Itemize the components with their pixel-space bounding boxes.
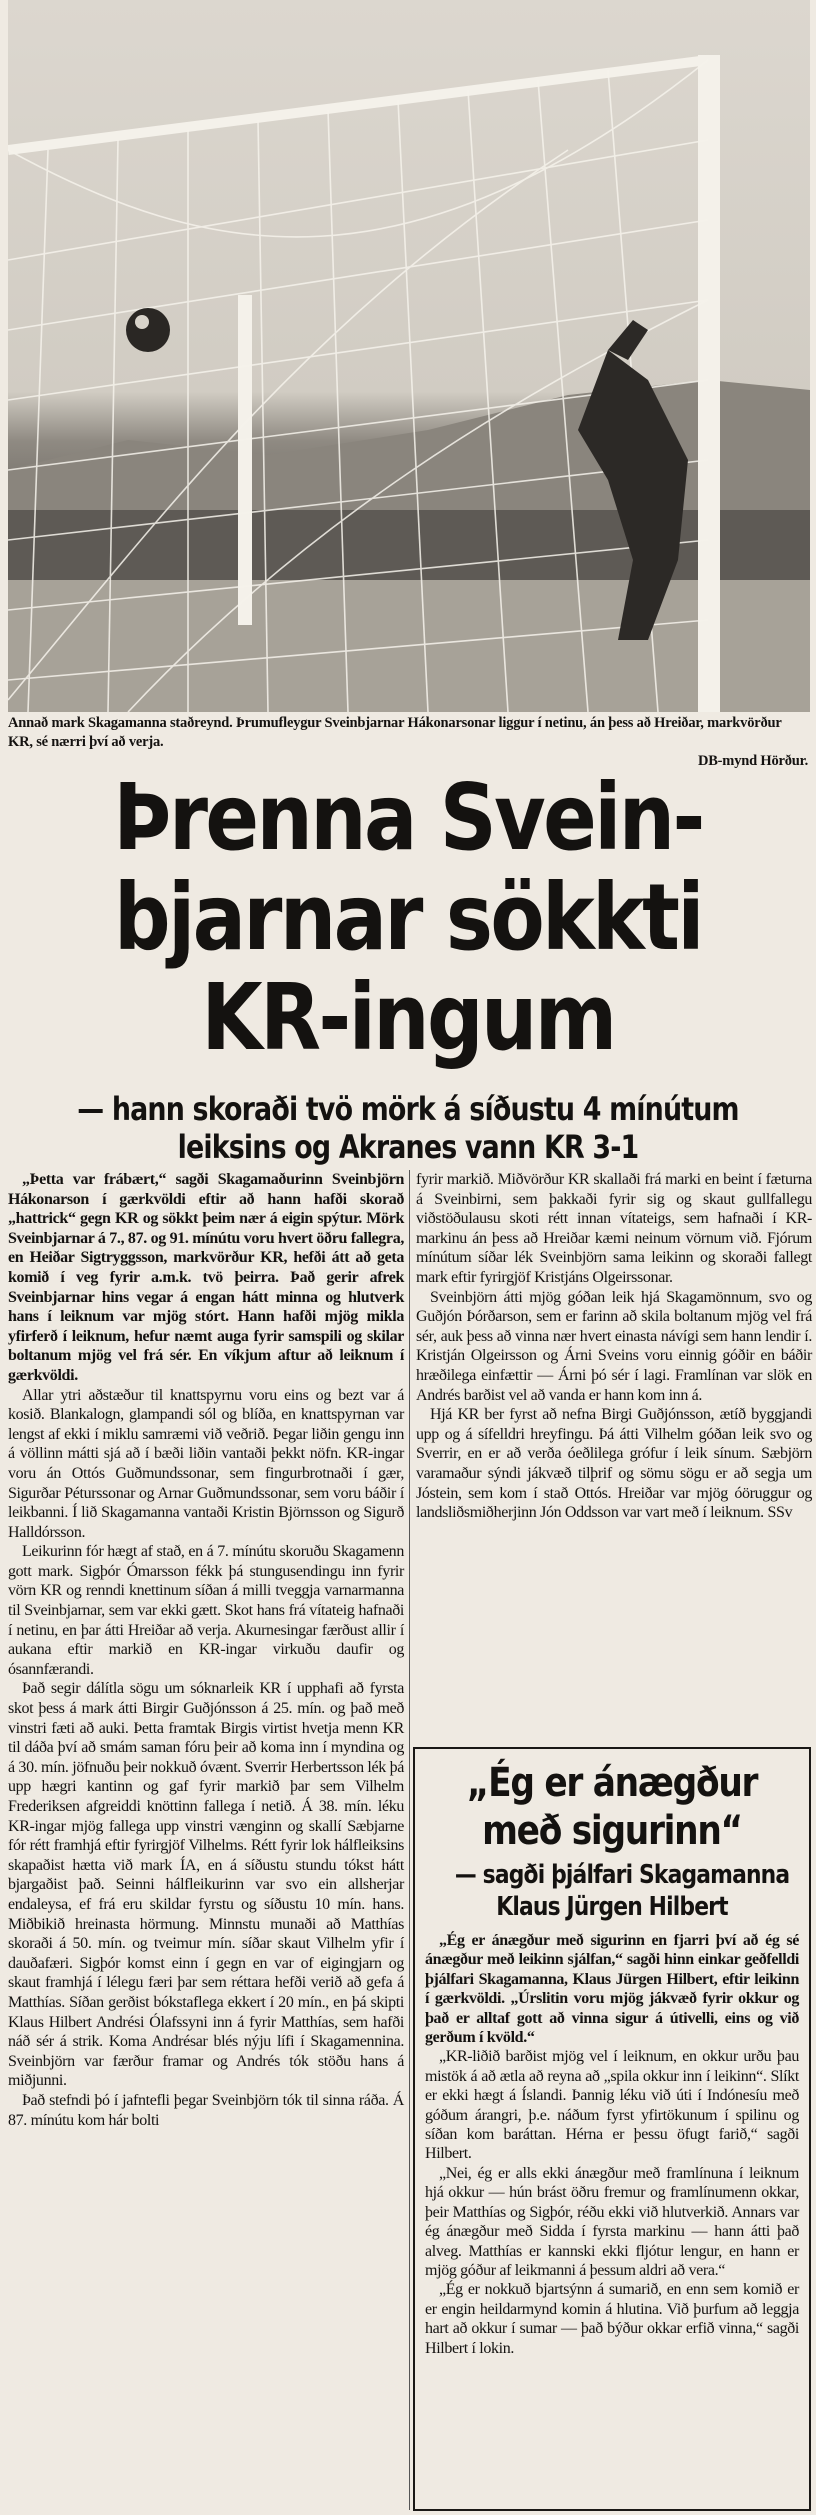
interview-subtitle-line-1: — sagði þjálfari Skagamanna bbox=[454, 1860, 790, 1890]
interview-box bbox=[413, 1747, 811, 2511]
interview-text bbox=[425, 1931, 799, 2358]
article-paragraph-text: Hjá KR ber fyrst að nefna Birgi Guðjónsson, ætíð byggjandi upp og á sífelldri hreyfingu. Þá átti Vilhelm góðan leik svo og Sverrir, en er að verða óeðlilega grófur í leik sínum. Sæbjörn varamaður sýndi jákvæð tilþrif og sömu sögu er að segja um Jóstein, sem kom í stað Ottós. Hreiðar var mjög óöruggur og landsliðsmiðherjinn Jón Oddsson var vart með í leiknum. bbox=[416, 1406, 812, 1522]
subheadline-line-1: — hann skoraði tvö mörk á síðustu 4 mínútum bbox=[77, 1090, 739, 1128]
headline-line-3: KR-ingum bbox=[201, 964, 615, 1071]
article-column-right bbox=[416, 1170, 812, 1523]
article-paragraph: Allar ytri aðstæður til knattspyrnu voru eins og bezt var á kosið. Blankalogn, glampandi sól og blíða, en knattspyrnan var lengst af ekki í miklu samræmi við veðrið. Þegar liðin gengu inn á völlinn mátti sjá að í bæði liðin vantaði þekkt nöfn. KR-ingar voru án Ottós Guðmundssonar, sem fingurbrotnaði í gær, Sigurðar Péturssonar og Arnar Guðmundssonar, sem voru báðir í leikbanni. Í lið Skagamanna vantaði Kristin Björnsson og Sigurð Halldórsson. bbox=[8, 1386, 404, 1541]
goal-net-illustration bbox=[8, 0, 810, 712]
interview-subtitle bbox=[454, 1859, 790, 1923]
interview-paragraph: „Ég er nokkuð bjartsýnn á sumarið, en enn sem komið er er engin heildarmynd komin á hlutina. Við þurfum að leggja hart að okkur í sumar — það býður okkar erfið vinna,“ sagði Hilbert í lokin. bbox=[425, 2281, 799, 2357]
subheadline-line-2: leiksins og Akranes vann KR 3-1 bbox=[177, 1128, 639, 1166]
article-paragraph bbox=[416, 1405, 812, 1523]
interview-lead: „Ég er ánægður með sigurinn en fjarri því að ég sé ánægður með leikinn sjálfan,“ sagði hinn einkar geðfelldi þjálfari Skagamanna, Klaus Jürgen Hilbert, eftir leikinn í gærkvöldi. „Úrslitin voru mjög jákvæð fyrir okkur og það er alltaf gott að vinna sigur á útivelli, eins og við gerðum í kvöld.“ bbox=[425, 1932, 799, 2047]
article-paragraph: Það stefndi þó í jafntefli þegar Sveinbjörn tók til sinna ráða. Á 87. mínútu kom hár bolti bbox=[8, 2091, 404, 2129]
photo-caption bbox=[8, 714, 808, 771]
match-photo bbox=[8, 0, 810, 712]
headline-line-2: bjarnar sökkti bbox=[114, 864, 702, 971]
article-paragraph: Leikurinn fór hægt af stað, en á 7. mínútu skoruðu Skagamenn gott mark. Sigþór Ómarsson fékk þá stungusendingu inn fyrir vörn KR og renndi knettinum síðan á milli tveggja varnarmanna til Sveinbjarnar, sem var ekki gætt. Skot hans frá vítateig hafnaði í netinu, en þar átti Hreiðar að verja. Akurnesingar færðust allir í aukana eftir markið en KR-ingar virkuðu daufir og ósannfærandi. bbox=[8, 1543, 404, 1678]
interview-paragraph: „KR-liðið barðist mjög vel í leiknum, en okkur urðu þau mistök á að ætla að reyna að „spila okkur inn í leikinn“. Slíkt er ekki hægt á Íslandi. Þannig léku við úti í Indónesíu með góðum árangri, þ.e. náðum fyrst yfirtökunum í spilinu og síðan kom baráttan. Hérna er þessu öfugt farið,“ sagði Hilbert. bbox=[425, 2048, 799, 2163]
article-paragraph: fyrir markið. Miðvörður KR skallaði frá marki en beint í fæturna á Sveinbirni, sem þakkaði fyrir sig og skaut gullfallegu viðstöðulausu skoti rétt innan vítateigs, sem hafnaði í KR-markinu án þess að Hreiðar kæmi neinum vörnum við. Fjórum mínútum síðar lék Sveinbjörn sama leikinn og skoraði fallegt mark eftir fyrirgjöf Kristjáns Olgeirssonar. bbox=[416, 1171, 812, 1286]
headline-line-1: Þrenna Svein- bbox=[113, 764, 703, 871]
column-divider bbox=[409, 1170, 410, 2510]
interview-title-line-2: með sigurinn“ bbox=[482, 1808, 742, 1854]
interview-title bbox=[451, 1759, 773, 1855]
article-lead: „Þetta var frábært,“ sagði Skagamaðurinn Sveinbjörn Hákonarson í gærkvöldi eftir að hann hafði skorað „hattrick“ gegn KR og sökkt þeim nær á eigin spýtur. Mörk Sveinbjarnar á 7., 87. og 91. mínútu voru hvert öðru fallegra, en Heiðar Sigtryggsson, markvörður KR, hefði átt að geta komið í veg fyrir a.m.k. tvö þeirra. Það gerir afrek Sveinbjarnar hins vegar á engan hátt minna og hlutverk hans í leiknum var mjög stórt. Hann hafði mjög mikla yfirferð í leiknum, hefur næmt auga fyrir samspili og skilar boltanum mjög vel frá sér. En víkjum aftur að leiknum í gærkvöldi. bbox=[8, 1171, 404, 1384]
article-paragraph: Það segir dálítla sögu um sóknarleik KR í upphafi að fyrsta skot þess á mark átti Birgir Guðjónsson á 25. mín. og það með vinstri fæti að auki. Þetta framtak Birgis virtist hvetja menn KR til dáða því að smám saman fóru þeir að koma inn í myndina og á 30. mín. jöfnuðu þeir nokkuð óvænt. Sverrir Herbertsson lék þá upp hægri kantinn og gaf fyrir markið þar sem Vilhelm Frederiksen afgreiddi knöttinn fallega í netið. Á 38. mín. léku KR-ingar mjög fallega upp vinstri vænginn og skallí Sæbjarne fór rétt framhjá eftir fyrirgjöf Vilhelms. Rétt fyrir lok hálfleiksins skapaðist hætta við mark ÍA, en á síðustu stundu tókst hátt bjargaðist það. Seinni hálfleikurinn var svo ein allsherjar endaleysa, ef frá eru skildar fyrstu og síðustu 10 mín. hans. Miðbikið hreinasta hörmung. Minnstu munaði að Matthías skoraði á 50. mín. og tveimur mín. síðar skaut Vilhelm yfir í dauðafæri. Sigþór komst einn í gegn en var of eigingjarn og skaut framhjá í lélegu færi þar sem réttara hefði verið að gefa á Matthías. Síðan gerðist bókstaflega ekkert í 20 mín., en þá skipti Klaus Hilbert Andrési Ólafssyni inn á fyrir Matthías, sem hafði náð sér á strik. Koma Andrésar blés nýju lífi í Skagamennina. Sveinbjörn var færður framar og Andrés tók stöðu hans á miðjunni. bbox=[8, 1680, 404, 2090]
photo-credit: DB-mynd Hörður. bbox=[697, 753, 808, 769]
subheadline bbox=[65, 1090, 750, 1166]
author-signature: SSv bbox=[767, 1504, 793, 1522]
interview-title-line-1: „Ég er ánægður bbox=[466, 1760, 758, 1806]
article-paragraph: Sveinbjörn átti mjög góðan leik hjá Skagamönnum, svo og Guðjón Þórðarson, sem er farinn að skila boltanum mjög vel frá sér, auk þess að vinna nær hvert einasta návígi sem hann lendir í. Kristján Olgeirsson og Árni Sveins voru einnig góðir en báðir hræðilega einfættir — Árni þó sér í lagi. Framlínan var slök en Andrés barðist vel að vanda er hann kom inn á. bbox=[416, 1288, 812, 1404]
interview-subtitle-line-2: Klaus Jürgen Hilbert bbox=[496, 1892, 728, 1922]
headline bbox=[57, 764, 759, 1071]
caption-text: Annað mark Skagamanna staðreynd. Þrumufleygur Sveinbjarnar Hákonarsonar liggur í netinu, án þess að Hreiðar, markvörður KR, sé nærri því að verja. bbox=[8, 715, 782, 750]
article-column-left bbox=[8, 1170, 404, 2130]
interview-paragraph: „Nei, ég er alls ekki ánægður með framlínuna í leiknum hjá okkur — hún brást öðru fremur og framlínumenn okkar, þeir Matthías og Sigþór, réðu ekki við hlutverkið. Annars var ég ánægður með Sidda í fyrsta markinu — hann átti það alveg. Matthías er kannski ekki fljótur lengur, en hann er mjög góður af leikmanni á þessum aldri að vera.“ bbox=[425, 2164, 799, 2279]
